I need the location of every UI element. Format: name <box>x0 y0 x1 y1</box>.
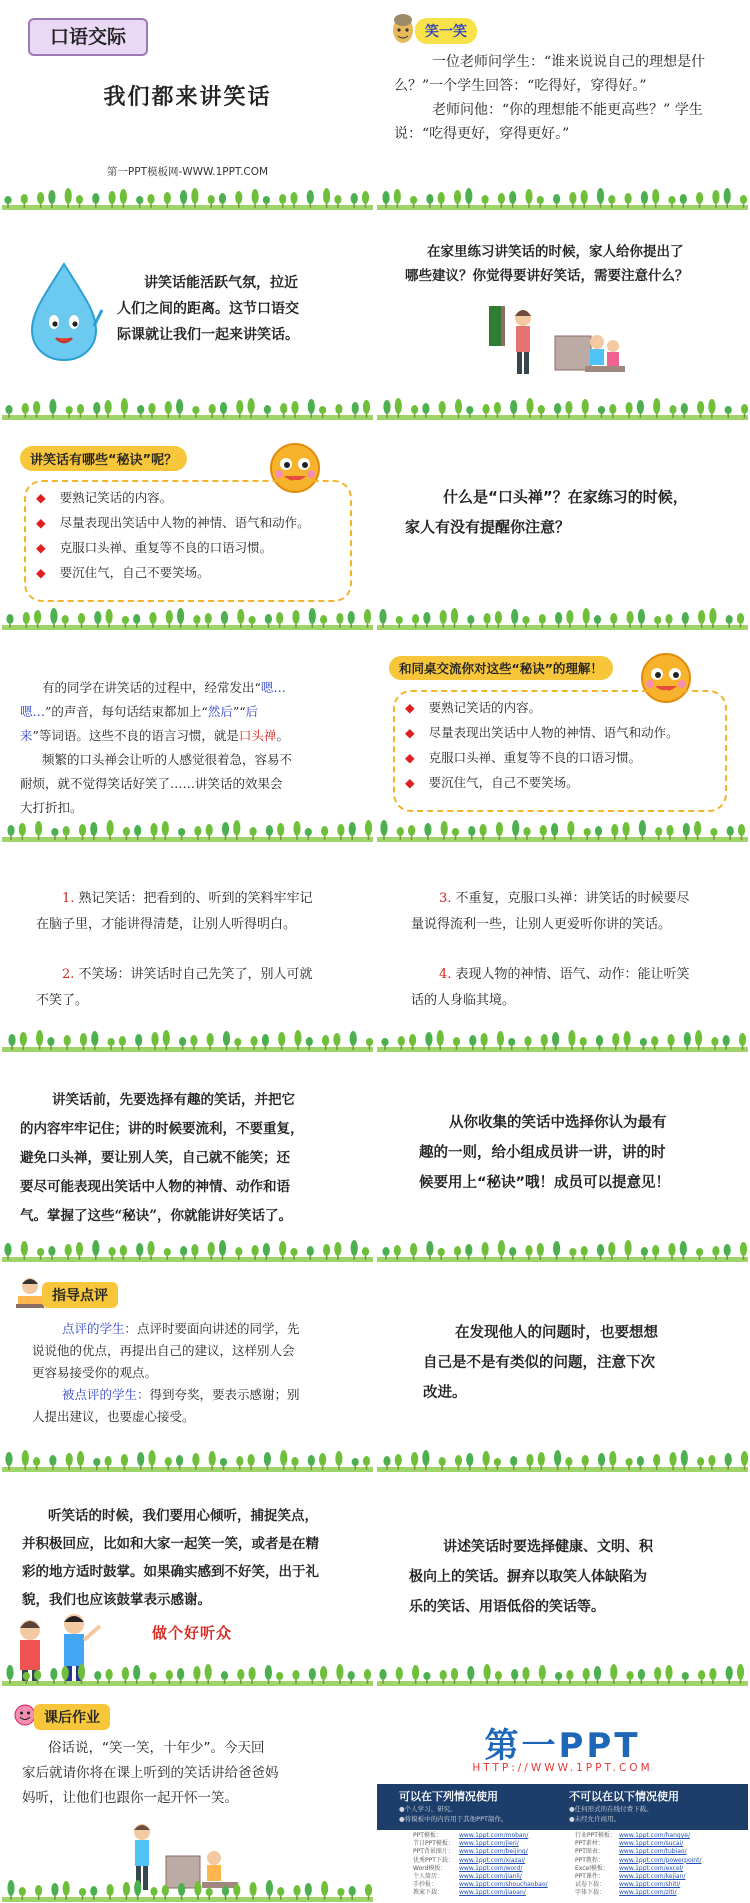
catchphrase-line-4: 频繁的口头禅会让听的人感觉很着急，容易不 <box>42 752 293 767</box>
slide-9[interactable] <box>2 846 373 1052</box>
left-link-labels <box>413 1832 459 1898</box>
catchphrase-line-3: 来”等词语。这些不良的语言习惯，就是口头禅。 <box>20 728 289 743</box>
link-label: Excel模板： <box>575 1864 609 1872</box>
grass-border <box>2 604 373 630</box>
slide-1[interactable] <box>2 2 373 210</box>
cannot-use-title: 不可以在以下情况使用 <box>569 1790 679 1803</box>
reviewer-line-1: 点评的学生：点评时要面向讲述的同学，先 <box>62 1321 300 1336</box>
slide-12[interactable] <box>377 1056 748 1262</box>
smiley-icon <box>14 1704 36 1726</box>
reflect-line-1: 在发现他人的问题时，也要想想 <box>455 1325 658 1341</box>
resource-link[interactable]: www.1ppt.com/tubiao/ <box>619 1848 687 1856</box>
listen-line-2: 并积极回应，比如和大家一起笑一笑，或者是在精 <box>22 1536 319 1552</box>
link-label: PPT素材： <box>575 1840 604 1848</box>
resource-link[interactable]: www.1ppt.com/jieri/ <box>459 1840 519 1848</box>
activity-line-1: 从你收集的笑话中选择你认为最有 <box>449 1115 667 1131</box>
listen-line-3: 彩的地方适时鼓掌。如果确实感到不好笑，出于礼 <box>22 1564 319 1580</box>
link-label: 行业PPT模板： <box>575 1832 616 1839</box>
summary-line-2: 的内容牢牢记住；讲的时候要流利，不要重复， <box>20 1121 304 1137</box>
resource-link[interactable]: www.1ppt.com/sucai/ <box>619 1840 684 1848</box>
slide-2[interactable] <box>377 2 748 210</box>
homework-tag: 课后作业 <box>34 1704 110 1730</box>
reflect-line-2: 自己是不是有类似的问题，注意下次 <box>423 1355 655 1371</box>
summary-line-5: 气。掌握了这些“秘诀”，你就能讲好笑话了。 <box>20 1208 293 1224</box>
right-link-labels <box>575 1832 619 1898</box>
tip-2-line-1: 2. 不笑场：讲笑话时自己先笑了，别人可就 <box>62 967 313 982</box>
grass-border <box>377 1660 748 1686</box>
cannot-use-1: ●任何形式的在线付费下载。 <box>569 1805 653 1813</box>
slide-16[interactable] <box>377 1476 748 1686</box>
cannot-use-2: ●未经允许商用。 <box>569 1815 621 1823</box>
bean-mascot-icon <box>389 12 417 46</box>
catchphrase-question-1: 什么是“口头禅”？在家练习的时候， <box>443 488 688 506</box>
secret-item-1: ◆ 要熟记笑话的内容。 <box>36 488 172 506</box>
link-label: 节日PPT模板： <box>413 1840 454 1848</box>
catchphrase-line-2: 嗯…”的声音，每句话结束都加上“然后”“后 <box>20 704 259 719</box>
reviewee-line-2: 人提出建议，也要虚心接受。 <box>32 1409 195 1424</box>
summary-line-3: 避免口头禅，要让别人笑，自己就不能笑；还 <box>20 1150 290 1166</box>
catchphrase-line-6: 大打折扣。 <box>20 800 83 815</box>
slide-14[interactable] <box>377 1266 748 1472</box>
secret-item-2: ◆ 尽量表现出笑话中人物的神情、语气和动作。 <box>405 723 679 741</box>
link-label: PPT课件： <box>575 1873 604 1881</box>
can-use-title: 可以在下列情况使用 <box>399 1790 498 1803</box>
grass-border <box>377 816 748 842</box>
secrets-question-tag: 讲笑话有哪些“秘诀”呢？ <box>20 446 187 471</box>
slide-15[interactable] <box>2 1476 373 1686</box>
summary-line-1: 讲笑话前，先要选择有趣的笑话，并把它 <box>52 1092 295 1108</box>
lesson-badge: 口语交际 <box>28 18 148 56</box>
slide-10[interactable] <box>377 846 748 1052</box>
listen-line-4: 貌，我们也应该鼓掌表示感谢。 <box>22 1592 211 1608</box>
activity-line-2: 趣的一则，给小组成员讲一讲，讲的时 <box>419 1145 666 1161</box>
secret-item-4: ◆ 要沉住气，自己不要笑场。 <box>36 563 210 581</box>
tip-3-line-1: 3. 不重复，克服口头禅：讲笑话的时候要尽 <box>439 891 690 906</box>
good-listener-caption: 做个好听众 <box>152 1624 233 1642</box>
resource-link[interactable]: www.1ppt.com/beijing/ <box>459 1848 528 1856</box>
resource-link[interactable]: www.1ppt.com/hangye/ <box>619 1832 690 1839</box>
secret-item-4: ◆ 要沉住气，自己不要笑场。 <box>405 773 579 791</box>
grass-border <box>2 1660 373 1686</box>
slide-11[interactable] <box>2 1056 373 1262</box>
tip-1-line-2: 在脑子里，才能讲得清楚，让别人听得明白。 <box>36 917 297 932</box>
grass-border <box>2 1236 373 1262</box>
joke-line-2: 么？”一个学生回答：“吃得好，穿得好。” <box>394 78 647 94</box>
slide-13[interactable] <box>2 1266 373 1472</box>
source-caption: 第一PPT模板网-WWW.1PPT.COM <box>106 166 269 178</box>
link-label: PPT背景图片： <box>413 1848 454 1856</box>
grass-border <box>2 1026 373 1052</box>
link-label: PPT教程： <box>575 1856 604 1864</box>
resource-link[interactable]: www.1ppt.com/ziti/ <box>619 1889 677 1897</box>
joke-line-4: 说：“吃得更好，穿得更好。” <box>394 126 570 142</box>
homework-line-1: 俗话说，“笑一笑，十年少”。今天回 <box>48 1740 265 1756</box>
resource-link[interactable]: www.1ppt.com/powerpoint/ <box>619 1856 702 1864</box>
joke-line-3: 老师问他：“你的理想能不能更高些？” 学生 <box>432 102 703 118</box>
healthy-jokes-line-3: 乐的笑话、用语低俗的笑话等。 <box>409 1599 605 1615</box>
can-use-1: ●个人学习、研究。 <box>399 1805 457 1813</box>
reviewer-line-3: 更容易接受你的观点。 <box>32 1365 158 1380</box>
catchphrase-line-1: 有的同学在讲笑话的过程中，经常发出“嗯… <box>42 680 286 695</box>
grass-border <box>377 1446 748 1472</box>
resource-link[interactable]: www.1ppt.com/jiaoan/ <box>459 1889 526 1897</box>
grass-border <box>377 1026 748 1052</box>
activity-line-3: 候要用上“秘诀”哦！成员可以提意见！ <box>419 1175 671 1191</box>
resource-link[interactable]: www.1ppt.com/shiti/ <box>619 1881 681 1889</box>
grass-border <box>377 184 748 210</box>
listen-line-1: 听笑话的时候，我们要用心倾听，捕捉笑点， <box>48 1508 318 1524</box>
summary-line-4: 要尽可能表现出笑话中人物的神情、动作和语 <box>20 1179 290 1195</box>
secret-item-3: ◆ 克服口头禅、重复等不良的口语习惯。 <box>405 748 641 766</box>
catchphrase-question-2: 家人有没有提醒你注意？ <box>405 518 571 536</box>
grass-border <box>377 394 748 420</box>
resource-link[interactable]: www.1ppt.com/shouchaobao/ <box>459 1881 548 1889</box>
grass-border <box>2 184 373 210</box>
catchphrase-line-5: 耐烦，就不觉得笑话好笑了……讲笑话的效果会 <box>20 776 283 791</box>
link-label: 手抄报： <box>413 1881 438 1889</box>
question-line-2: 哪些建议？你觉得要讲好笑话，需要注意什么？ <box>405 268 689 284</box>
resource-link[interactable]: www.1ppt.com/word/ <box>459 1864 523 1872</box>
brand-logo: 第一PPT <box>484 1726 641 1766</box>
review-tag: 指导点评 <box>42 1282 118 1308</box>
homework-line-3: 妈听，让他们也跟你一起开怀一笑。 <box>22 1790 238 1806</box>
link-label: 字体下载： <box>575 1889 606 1897</box>
slide-8[interactable] <box>377 634 748 842</box>
healthy-jokes-line-2: 极向上的笑话。摒弃以取笑人体缺陷为 <box>409 1569 647 1585</box>
secret-item-1: ◆ 要熟记笑话的内容。 <box>405 698 541 716</box>
link-label: 优秀PPT下载： <box>413 1856 454 1864</box>
reflect-line-3: 改进。 <box>423 1385 467 1401</box>
resource-link[interactable]: www.1ppt.com/xiazai/ <box>459 1856 526 1864</box>
intro-line-2: 人们之间的距离。这节口语交 <box>117 301 299 317</box>
slide-6[interactable] <box>377 424 748 630</box>
resource-link[interactable]: www.1ppt.com/excel/ <box>619 1864 684 1872</box>
question-line-1: 在家里练习讲笑话的时候，家人给你提出了 <box>427 244 684 260</box>
link-label: 教案下载： <box>413 1889 444 1897</box>
slide-7[interactable] <box>2 634 373 842</box>
grass-border <box>2 1446 373 1472</box>
joke-line-1: 一位老师问学生：“谁来说说自己的理想是什 <box>432 54 706 70</box>
resource-link[interactable]: www.1ppt.com/moban/ <box>459 1832 529 1839</box>
tip-2-line-2: 不笑了。 <box>36 993 89 1008</box>
secret-item-3: ◆ 克服口头禅、重复等不良的口语习惯。 <box>36 538 272 556</box>
tip-4-line-1: 4. 表现人物的神情、语气、动作：能让听笑 <box>439 967 690 982</box>
slide-18[interactable] <box>377 1690 748 1902</box>
grass-border <box>2 816 373 842</box>
slide-17[interactable] <box>2 1690 373 1902</box>
link-label: Word模板： <box>413 1864 447 1872</box>
brand-url[interactable]: HTTP://WWW.1PPT.COM <box>472 1762 653 1774</box>
tip-4-line-2: 话的人身临其境。 <box>411 993 516 1008</box>
intro-line-1: 讲笑话能活跃气氛，拉近 <box>144 275 298 291</box>
discuss-tag: 和同桌交流你对这些“秘诀”的理解！ <box>389 656 613 680</box>
grass-border <box>2 394 373 420</box>
usage-banner <box>377 1784 748 1830</box>
right-link-urls <box>619 1832 733 1898</box>
tip-1-line-1: 1. 熟记笑话：把看到的、听到的笑料牢牢记 <box>62 891 313 906</box>
left-link-urls <box>459 1832 569 1898</box>
grass-border <box>377 604 748 630</box>
intro-line-3: 际课就让我们一起来讲笑话。 <box>117 327 299 343</box>
link-label: PPT模板： <box>413 1832 442 1839</box>
grass-border <box>377 1236 748 1262</box>
slide-5[interactable] <box>2 424 373 630</box>
slide-3[interactable] <box>2 214 373 420</box>
homework-line-2: 家后就请你将在课上听到的笑话讲给爸爸妈 <box>22 1765 279 1781</box>
tip-3-line-2: 量说得流利一些，让别人更爱听你讲的笑话。 <box>411 917 672 932</box>
secret-item-2: ◆ 尽量表现出笑话中人物的神情、语气和动作。 <box>36 513 310 531</box>
resource-link[interactable]: www.1ppt.com/jianli/ <box>459 1873 522 1881</box>
link-label: 试卷下载： <box>575 1881 606 1889</box>
slide-title: 我们都来讲笑话 <box>103 84 272 110</box>
slide-4[interactable] <box>377 214 748 420</box>
link-label: PPT图表： <box>575 1848 604 1856</box>
resource-link[interactable]: www.1ppt.com/kejian/ <box>619 1873 686 1881</box>
family-practice-illustration-icon <box>489 296 627 386</box>
water-drop-mascot-icon <box>24 260 104 370</box>
can-use-2: ●将模板中的内容用于其他PPT制作。 <box>399 1815 508 1823</box>
joke-tag: 笑一笑 <box>415 18 477 44</box>
reviewer-line-2: 说说他的优点，再提出自己的建议，这样别人会 <box>32 1343 295 1358</box>
healthy-jokes-line-1: 讲述笑话时要选择健康、文明、积 <box>443 1539 653 1555</box>
grass-border <box>2 1876 373 1902</box>
link-label: 个人简历： <box>413 1873 444 1881</box>
reviewee-line-1: 被点评的学生：得到夸奖，要表示感谢；别 <box>62 1387 300 1402</box>
